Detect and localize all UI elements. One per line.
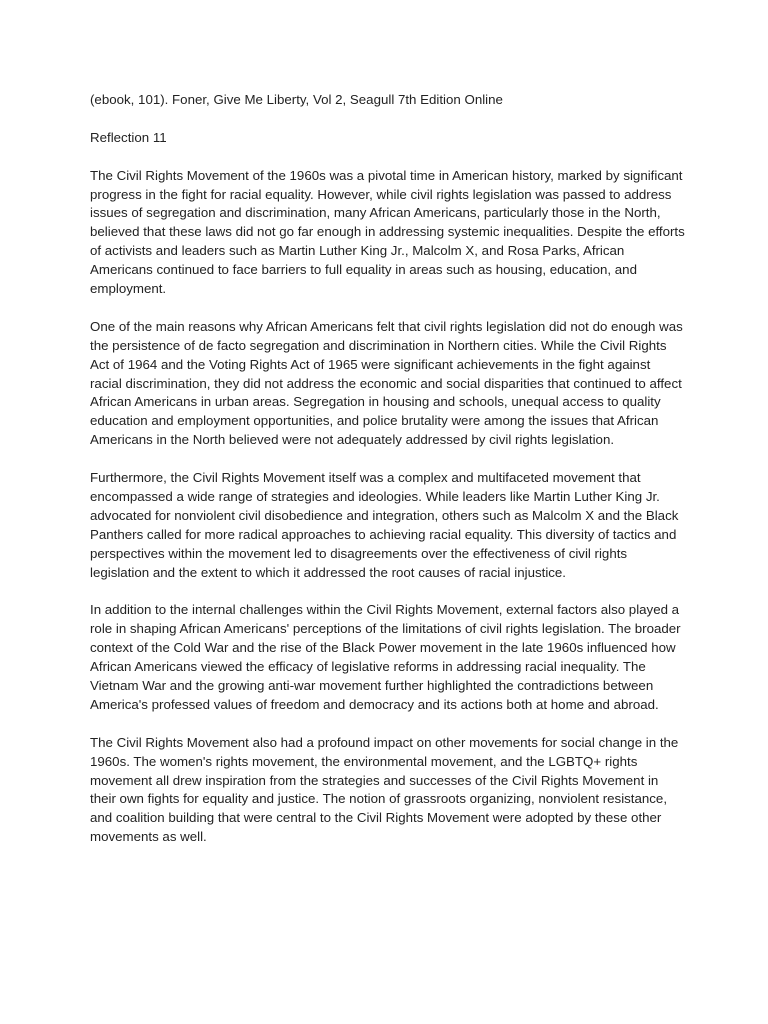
paragraph-2: One of the main reasons why African Americans felt that civil rights legislation did not do enough was the persistence of de facto segregation and discrimination in Northern cities. While the Civil Rights Act of 1964 and the Voting Rights Act of 1965 were significant achievements in the fight against racial discrimination, they did not address the economic and social disparities that continued to affect African Americans in urban areas. Segregation in housing and schools, unequal access to quality education and employment opportunities, and police brutality were among the issues that African Americans in the North believed were not adequately addressed by civil rights legislation. <box>90 318 683 448</box>
document-page <box>90 91 685 847</box>
paragraph-1: The Civil Rights Movement of the 1960s was a pivotal time in American history, marked by significant progress in the fight for racial equality. However, while civil rights legislation was passed to address issues of segregation and discrimination, many African Americans, particularly those in the North, believed that these laws did not go far enough in addressing systemic inequalities. Despite the efforts of activists and leaders such as Martin Luther King Jr., Malcolm X, and Rosa Parks, African Americans continued to face barriers to full equality in areas such as housing, education, and employment. <box>90 167 685 297</box>
paragraph-4: In addition to the internal challenges within the Civil Rights Movement, external factors also played a role in shaping African Americans' perceptions of the limitations of civil rights legislation. The broader context of the Cold War and the rise of the Black Power movement in the late 1960s influenced how African Americans viewed the efficacy of legislative reforms in addressing racial inequality. The Vietnam War and the growing anti-war movement further highlighted the contradictions between America's professed values of freedom and democracy and its actions both at home and abroad. <box>90 602 681 712</box>
reflection-heading: Reflection 11 <box>90 129 167 145</box>
paragraph-5: The Civil Rights Movement also had a profound impact on other movements for social change in the 1960s. The women's rights movement, the environmental movement, and the LGBTQ+ rights movement all drew inspiration from the strategies and successes of the Civil Rights Movement in their own fights for equality and justice. The notion of grassroots organizing, nonviolent resistance, and coalition building that were central to the Civil Rights Movement were adopted by these other movements as well. <box>90 734 679 845</box>
citation-line: (ebook, 101). Foner, Give Me Liberty, Vol 2, Seagull 7th Edition Online <box>90 92 503 107</box>
paragraph-3: Furthermore, the Civil Rights Movement itself was a complex and multifaceted movement that encompassed a wide range of strategies and ideologies. While leaders like Martin Luther King Jr. advocated for nonviolent civil disobedience and integration, others such as Malcolm X and the Black Panthers called for more radical approaches to achieving racial equality. This diversity of tactics and perspectives within the movement led to disagreements over the effectiveness of civil rights legislation and the extent to which it addressed the root causes of racial injustice. <box>90 470 679 580</box>
